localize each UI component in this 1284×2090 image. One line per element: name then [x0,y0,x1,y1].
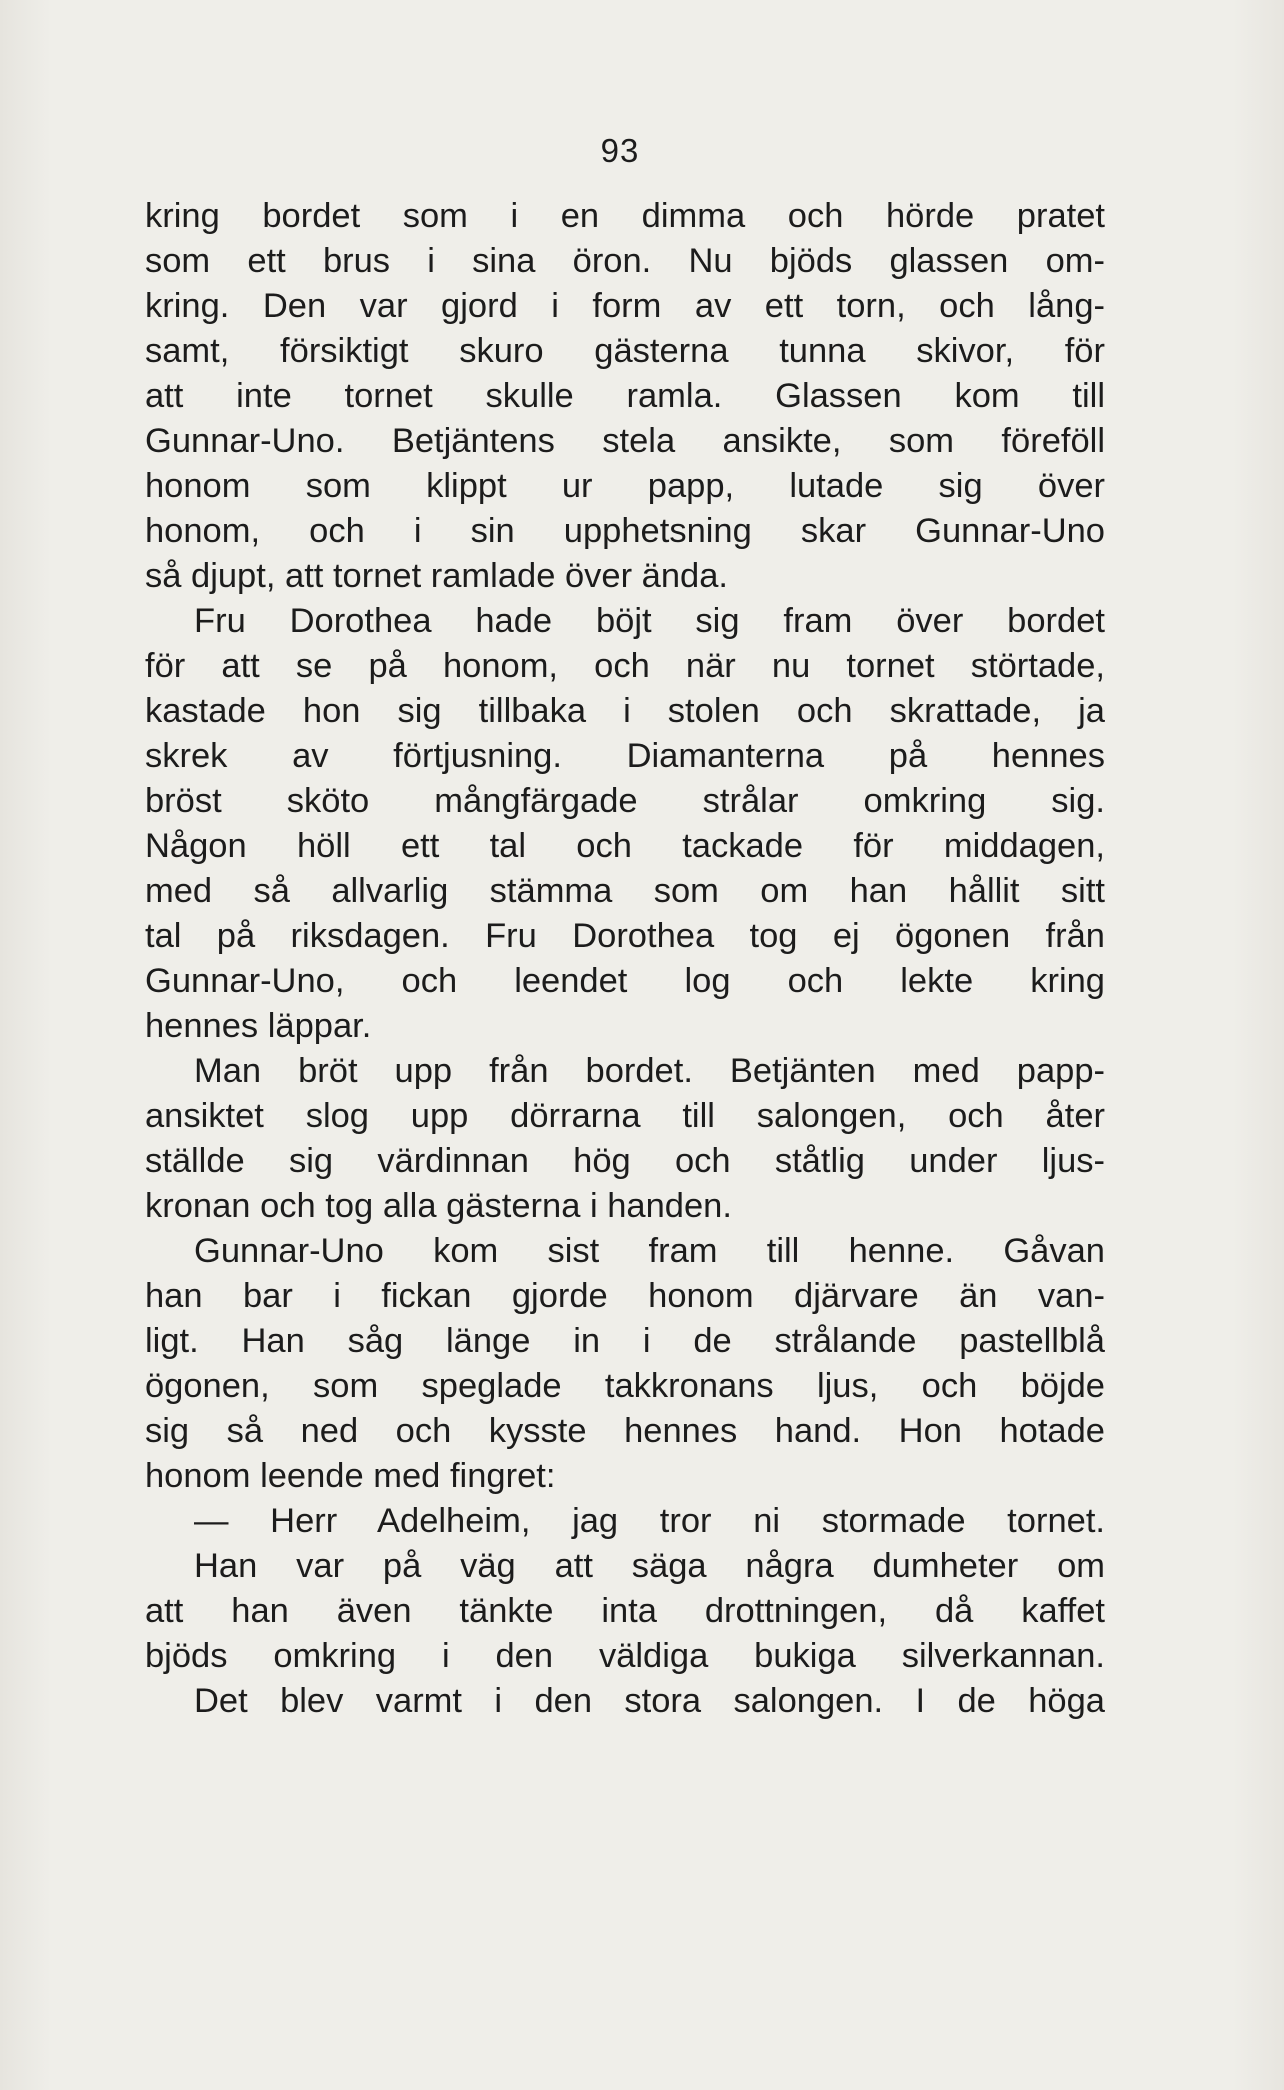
text-line: Gunnar-Uno, och leendet log och lekte kring [145,962,1105,1000]
dialogue-line: — Herr Adelheim, jag tror ni stormade tornet. [194,1502,1105,1540]
text-line: skrek av förtjusning. Diamanterna på hennes [145,737,1105,775]
text-line: kring. Den var gjord i form av ett torn, och lång- [145,287,1105,325]
text-line: ansiktet slog upp dörrarna till salongen, och åter [145,1097,1105,1135]
text-line: honom leende med fingret: [145,1457,556,1495]
page-number: 93 [600,132,640,169]
text-line: honom som klippt ur papp, lutade sig över [145,467,1105,505]
text-line: Gunnar-Uno. Betjäntens stela ansikte, som föreföll [145,422,1105,460]
text-line: samt, försiktigt skuro gästerna tunna skivor, för [145,332,1105,370]
text-line: ställde sig värdinnan hög och ståtlig under ljus- [145,1142,1105,1180]
text-line: honom, och i sin upphetsning skar Gunnar-Uno [145,512,1105,550]
text-line: bjöds omkring i den väldiga bukiga silverkannan. [145,1637,1105,1675]
text-line: ögonen, som speglade takkronans ljus, och böjde [145,1367,1105,1405]
paragraph-first-line: Han var på väg att säga några dumheter om [194,1547,1105,1585]
paragraph-first-line: Gunnar-Uno kom sist fram till henne. Gåvan [194,1232,1105,1270]
text-line: kring bordet som i en dimma och hörde pratet [145,197,1105,235]
text-line: med så allvarlig stämma som om han hållit sitt [145,872,1105,910]
text-line: kastade hon sig tillbaka i stolen och skrattade, ja [145,692,1105,730]
text-line: ligt. Han såg länge in i de strålande pastellblå [145,1322,1105,1360]
paragraph-first-line: Man bröt upp från bordet. Betjänten med papp- [194,1052,1105,1090]
text-line: att inte tornet skulle ramla. Glassen kom till [145,377,1105,415]
text-line: sig så ned och kysste hennes hand. Hon hotade [145,1412,1105,1450]
text-line: för att se på honom, och när nu tornet störtade, [145,647,1105,685]
text-line: som ett brus i sina öron. Nu bjöds glassen om- [145,242,1105,280]
text-line: Någon höll ett tal och tackade för middagen, [145,827,1105,865]
paragraph-first-line: Det blev varmt i den stora salongen. I de höga [194,1682,1105,1720]
body-text [145,194,1105,1724]
text-line: bröst sköto mångfärgade strålar omkring sig. [145,782,1105,820]
text-line: kronan och tog alla gästerna i handen. [145,1187,732,1225]
text-line: han bar i fickan gjorde honom djärvare än van- [145,1277,1105,1315]
text-line: så djupt, att tornet ramlade över ända. [145,557,729,595]
text-line: att han även tänkte inta drottningen, då kaffet [145,1592,1105,1630]
text-line: tal på riksdagen. Fru Dorothea tog ej ögonen från [145,917,1105,955]
text-line: hennes läppar. [145,1007,372,1045]
paragraph-first-line: Fru Dorothea hade böjt sig fram över bordet [194,602,1105,640]
